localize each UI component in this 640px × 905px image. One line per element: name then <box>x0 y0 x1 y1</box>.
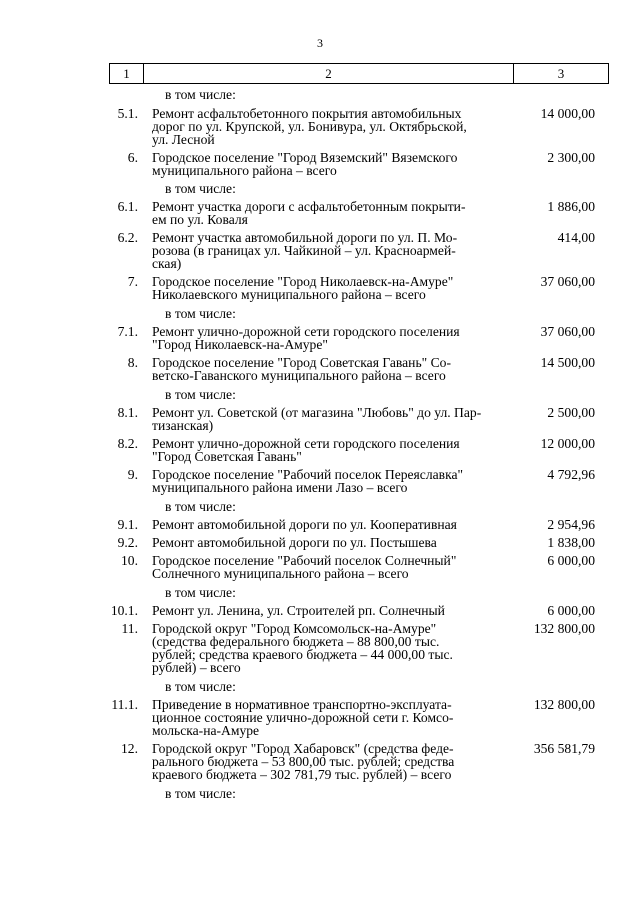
row-number: 7. <box>127 274 138 289</box>
row-number: 11.1. <box>111 697 138 712</box>
row-amount: 1 886,00 <box>547 199 595 214</box>
row-number: 9.1. <box>117 517 138 532</box>
row-description: Городской округ "Город Хабаровск" (средства феде- рального бюджета – 53 800,00 тыс. рублей; средства краевого бюджета – 302 781,79 тыс. рублей) – всего <box>152 741 455 782</box>
table-row <box>0 231 640 270</box>
subheading-row <box>0 88 640 101</box>
row-amount: 1 838,00 <box>547 535 595 550</box>
row-description: Ремонт участка дороги с асфальтобетонным покрыти- ем по ул. Коваля <box>152 199 466 227</box>
row-number: 11. <box>121 621 138 636</box>
row-amount: 2 954,96 <box>547 517 595 532</box>
table-row <box>0 518 640 531</box>
row-description: Городское поселение "Город Вяземский" Вяземского муниципального района – всего <box>152 150 458 178</box>
table-row <box>0 468 640 494</box>
row-amount: 37 060,00 <box>540 274 595 289</box>
row-description: Ремонт автомобильной дороги по ул. Кооперативная <box>152 517 457 532</box>
table-row <box>0 406 640 432</box>
table-row <box>0 554 640 580</box>
row-amount: 132 800,00 <box>533 697 595 712</box>
row-amount: 2 500,00 <box>547 405 595 420</box>
table-row <box>0 325 640 351</box>
table-row <box>0 437 640 463</box>
row-amount: 14 500,00 <box>540 355 595 370</box>
row-amount: 414,00 <box>557 230 595 245</box>
subheading-row <box>0 307 640 320</box>
column-header-row <box>110 64 609 84</box>
table-row <box>0 742 640 781</box>
row-description: Ремонт улично-дорожной сети городского поселения "Город Советская Гавань" <box>152 436 460 464</box>
row-amount: 37 060,00 <box>540 324 595 339</box>
page-number: 3 <box>317 36 323 50</box>
table-row <box>0 356 640 382</box>
row-number: 6.2. <box>117 230 138 245</box>
row-amount: 4 792,96 <box>547 467 595 482</box>
row-amount: 132 800,00 <box>533 621 595 636</box>
subheading-row <box>0 388 640 401</box>
subheading-row <box>0 787 640 800</box>
subheading-text: в том числе: <box>165 87 236 102</box>
row-number: 6. <box>127 150 138 165</box>
row-description: Городской округ "Город Комсомольск-на-Амуре" (средства федерального бюджета – 88 800,00 тыс. рублей; средства краевого бюджета – 44 000,00 тыс. рублей) – всего <box>152 621 453 675</box>
row-amount: 6 000,00 <box>547 553 595 568</box>
row-description: Приведение в нормативное транспортно-эксплуата- ционное состояние улично-дорожной сети г. Комсо- мольска-на-Амуре <box>152 697 454 738</box>
row-description: Ремонт автомобильной дороги по ул. Постышева <box>152 535 437 550</box>
row-description: Городское поселение "Город Николаевск-на-Амуре" Николаевского муниципального района – всего <box>152 274 454 302</box>
subheading-text: в том числе: <box>165 679 236 694</box>
row-number: 8.2. <box>117 436 138 451</box>
column-header-amount: 3 <box>514 64 609 84</box>
row-description: Городское поселение "Рабочий поселок Солнечный" Солнечного муниципального района – всего <box>152 553 457 581</box>
table-body <box>0 88 640 805</box>
subheading-text: в том числе: <box>165 585 236 600</box>
row-amount: 6 000,00 <box>547 603 595 618</box>
row-amount: 14 000,00 <box>540 106 595 121</box>
subheading-row <box>0 586 640 599</box>
column-header-table <box>109 63 609 84</box>
subheading-text: в том числе: <box>165 181 236 196</box>
column-header-number: 1 <box>110 64 144 84</box>
row-number: 8.1. <box>117 405 138 420</box>
row-number: 8. <box>127 355 138 370</box>
table-row <box>0 200 640 226</box>
row-number: 9. <box>127 467 138 482</box>
subheading-row <box>0 680 640 693</box>
row-number: 10.1. <box>110 603 138 618</box>
subheading-text: в том числе: <box>165 306 236 321</box>
table-row <box>0 698 640 737</box>
subheading-row <box>0 500 640 513</box>
subheading-text: в том числе: <box>165 786 236 801</box>
row-description: Городское поселение "Рабочий поселок Переяславка" муниципального района имени Лазо – всего <box>152 467 464 495</box>
row-amount: 356 581,79 <box>533 741 595 756</box>
row-number: 9.2. <box>117 535 138 550</box>
table-row <box>0 604 640 617</box>
row-description: Ремонт асфальтобетонного покрытия автомобильных дорог по ул. Крупской, ул. Бонивура, ул. Октябрьской, ул. Лесной <box>152 106 467 147</box>
row-amount: 12 000,00 <box>540 436 595 451</box>
subheading-text: в том числе: <box>165 387 236 402</box>
table-row <box>0 536 640 549</box>
row-number: 10. <box>121 553 138 568</box>
row-number: 6.1. <box>117 199 138 214</box>
table-row <box>0 107 640 146</box>
row-number: 12. <box>121 741 138 756</box>
row-amount: 2 300,00 <box>547 150 595 165</box>
row-description: Ремонт ул. Советской (от магазина "Любовь" до ул. Пар- тизанская) <box>152 405 482 433</box>
subheading-text: в том числе: <box>165 499 236 514</box>
table-row <box>0 622 640 674</box>
row-number: 5.1. <box>117 106 138 121</box>
row-number: 7.1. <box>117 324 138 339</box>
row-description: Городское поселение "Город Советская Гавань" Со- ветско-Гаванского муниципального района – всего <box>152 355 451 383</box>
subheading-row <box>0 182 640 195</box>
row-description: Ремонт ул. Ленина, ул. Строителей рп. Солнечный <box>152 603 445 618</box>
row-description: Ремонт участка автомобильной дороги по ул. П. Мо- розова (в границах ул. Чайкиной – ул. Красноармей- ская) <box>152 230 458 271</box>
table-row <box>0 151 640 177</box>
table-row <box>0 275 640 301</box>
row-description: Ремонт улично-дорожной сети городского поселения "Город Николаевск-на-Амуре" <box>152 324 460 352</box>
column-header-name: 2 <box>144 64 514 84</box>
